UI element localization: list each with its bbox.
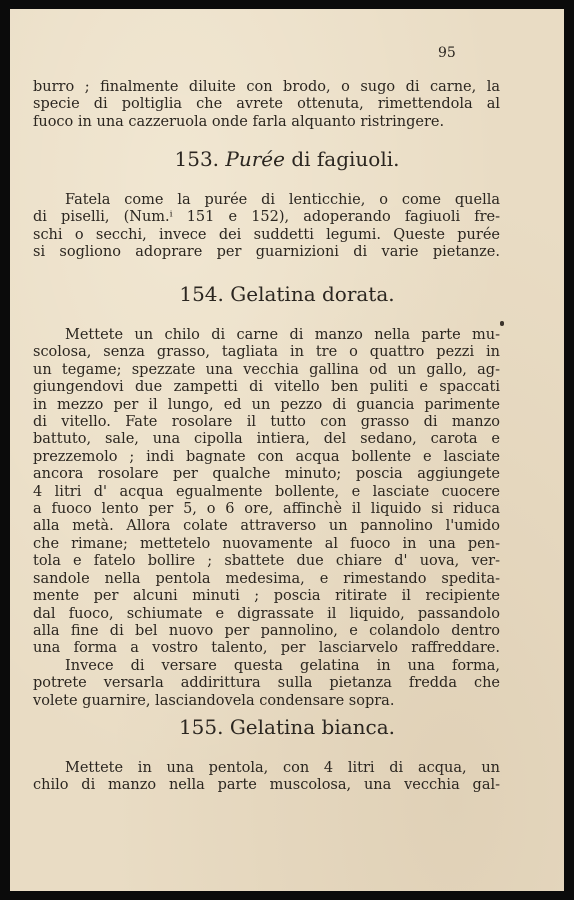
text-line: specie di poltiglia che avrete ottenuta, rimettendola al — [33, 96, 500, 113]
heading-italic: Purée — [225, 147, 285, 171]
heading-155 — [10, 715, 564, 739]
paragraph-154 — [33, 327, 500, 710]
heading-153 — [10, 147, 564, 171]
heading-title: Gelatina bianca. — [229, 715, 396, 739]
text-line: 4 litri d' acqua egualmente bollente, e lasciate cuocere — [33, 483, 500, 500]
text-line: di piselli, (Num.ⁱ 151 e 152), adoperando fagiuoli fre- — [33, 209, 500, 226]
heading-154 — [10, 282, 564, 306]
text-line: volete guarnire, lasciandovela condensare sopra. — [33, 692, 395, 709]
text-line: potrete versarla addirittura sulla pietanza fredda che — [33, 675, 500, 692]
heading-number: 153. — [174, 147, 220, 171]
text-line: scolosa, senza grasso, tagliata in tre o quattro pezzi in — [33, 344, 500, 361]
text-line: di vitello. Fate rosolare il tutto con grasso di manzo — [33, 414, 500, 431]
text-line: Mettete un chilo di carne di manzo nella parte mu- — [65, 327, 500, 343]
text-line: Invece di versare questa gelatina in una forma, — [65, 657, 500, 674]
text-line: alla metà. Allora colate attraverso un pannolino l'umido — [33, 518, 500, 535]
text-line: battuto, sale, una cipolla intiera, del sedano, carota e — [33, 431, 500, 448]
text-line: si sogliono adoprare per guarnizioni di varie pietanze. — [33, 244, 500, 261]
text-line: chilo di manzo nella parte muscolosa, una vecchia gal- — [33, 777, 500, 794]
text-line: sandole nella pentola medesima, e rimestando spedita- — [33, 570, 500, 587]
text-line: schi o secchi, invece dei suddetti legumi. Queste purée — [33, 226, 500, 243]
text-line: Mettete in una pentola, con 4 litri di acqua, un — [65, 760, 500, 776]
heading-number: 154. — [179, 282, 224, 306]
text-line: ancora rosolare per qualche minuto; poscia aggiungete — [33, 466, 500, 483]
text-line: che rimane; mettetelo nuovamente al fuoco in una pen- — [33, 535, 500, 552]
text-line: Fatela come la purée di lenticchie, o come quella — [65, 192, 500, 208]
heading-title: di fagiuoli. — [291, 147, 400, 171]
text-line: mente per alcuni minuti ; poscia ritirate il recipiente — [33, 588, 500, 605]
book-page — [10, 9, 564, 891]
text-line: giungendovi due zampetti di vitello ben puliti e spaccati — [33, 379, 500, 396]
intro-paragraph — [33, 79, 500, 131]
ink-speck — [500, 321, 504, 326]
text-line: un tegame; spezzate una vecchia gallina od un gallo, ag- — [33, 361, 500, 378]
text-line: una forma a vostro talento, per lasciarvelo raffreddare. — [33, 640, 500, 657]
paragraph-153 — [33, 192, 500, 262]
text-line: a fuoco lento per 5, o 6 ore, affinchè il liquido si riduca — [33, 501, 500, 518]
text-line: dal fuoco, schiumate e digrassate il liquido, passandolo — [33, 605, 500, 622]
text-line: alla fine di bel nuovo per pannolino, e colandolo dentro — [33, 622, 500, 639]
text-line: in mezzo per il lungo, ed un pezzo di guancia parimente — [33, 396, 500, 413]
text-line: prezzemolo ; indi bagnate con acqua bollente e lasciate — [33, 448, 500, 465]
text-line: fuoco in una cazzeruola onde farla alquanto ristringere. — [33, 113, 445, 130]
page-number: 95 — [438, 45, 456, 61]
text-line: tola e fatelo bollire ; sbattete due chiare d' uova, ver- — [33, 553, 500, 570]
text-line: burro ; finalmente diluite con brodo, o sugo di carne, la — [33, 79, 500, 95]
paragraph-155 — [33, 760, 500, 795]
heading-title: Gelatina dorata. — [230, 282, 395, 306]
heading-number: 155. — [178, 715, 224, 739]
